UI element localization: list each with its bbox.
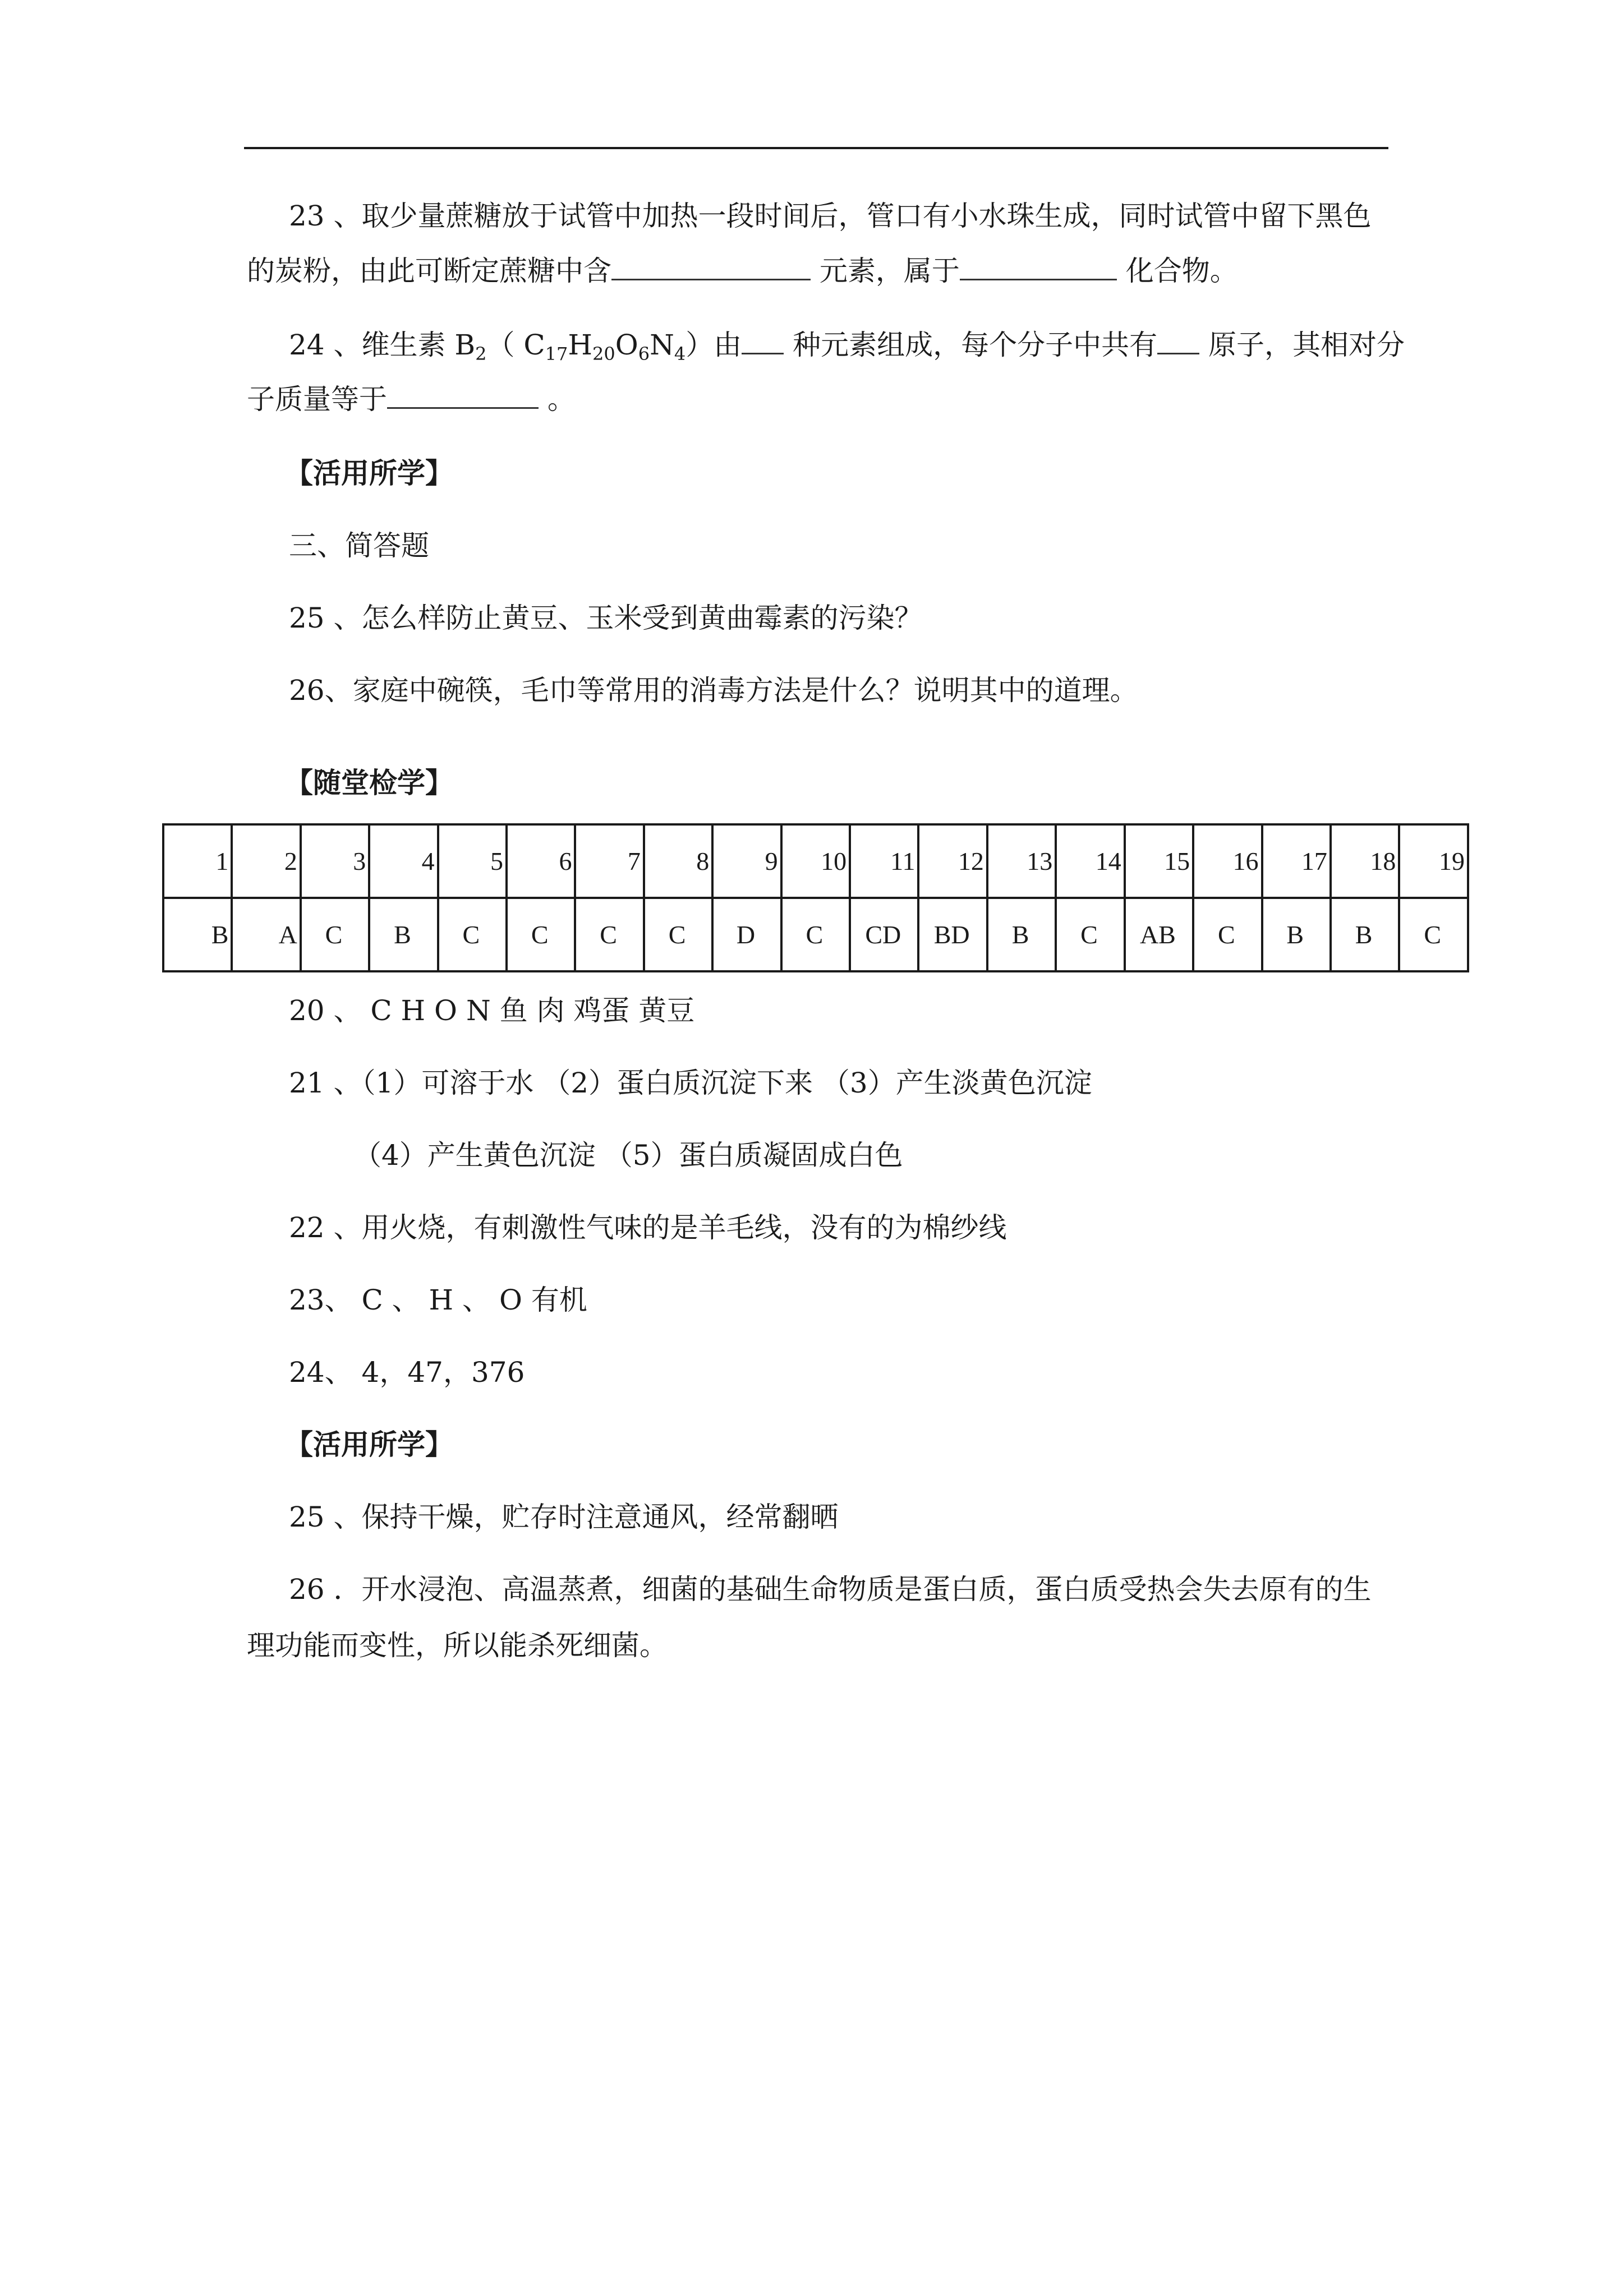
- q24-o-subscript: 6: [638, 343, 650, 365]
- answer-number: 15: [1125, 824, 1193, 898]
- answer-number: 8: [644, 824, 712, 898]
- answer-letter: A: [232, 898, 300, 971]
- answer-number: 5: [438, 824, 507, 898]
- q24-blank-element-count: [742, 328, 784, 354]
- answer-20: 20 、 C H O N 鱼 肉 鸡蛋 黄豆: [289, 994, 695, 1027]
- answer-number: 2: [232, 824, 300, 898]
- q24-b-subscript: 2: [475, 343, 487, 365]
- answer-letter: BD: [918, 898, 987, 971]
- answer-26-line2: 理功能而变性，所以能杀死细菌。: [247, 1629, 668, 1662]
- q23-line2-text-a: 的炭粉，由此可断定蔗糖中含: [247, 255, 611, 287]
- q23-line2-text-b: 元素，属于: [811, 255, 960, 287]
- answer-table-number-row: [163, 824, 1468, 898]
- q24-h-subscript: 20: [592, 343, 615, 365]
- answer-letter: D: [712, 898, 781, 971]
- answer-number: 17: [1262, 824, 1331, 898]
- answer-number: 7: [575, 824, 643, 898]
- answer-22: 22 、用火烧，有刺激性气味的是羊毛线，没有的为棉纱线: [289, 1211, 1007, 1244]
- answer-letter: B: [987, 898, 1056, 971]
- answer-number: 3: [301, 824, 369, 898]
- answer-number: 11: [850, 824, 918, 898]
- answer-letter: B: [1262, 898, 1331, 971]
- q24-prefix: 24 、维生素 B: [289, 329, 476, 361]
- answer-letter: B: [163, 898, 232, 971]
- answer-letter: C: [781, 898, 850, 971]
- answer-23: 23、 C 、 H 、 O 有机: [289, 1284, 587, 1316]
- answer-letter: C: [301, 898, 369, 971]
- answer-table: [162, 823, 1469, 972]
- answer-number: 18: [1331, 824, 1399, 898]
- answer-number: 12: [918, 824, 987, 898]
- q24-blank-atom-count: [1157, 328, 1199, 354]
- answer-letter: C: [1056, 898, 1124, 971]
- q24-mid2: 原子，其相对分: [1199, 329, 1405, 361]
- q24-formula-close: ）由: [686, 329, 742, 361]
- answer-21-line1: 21 、（1）可溶于水 （2）蛋白质沉淀下来 （3）产生淡黄色沉淀: [289, 1067, 1092, 1099]
- q23-blank-compound: [960, 254, 1117, 280]
- answer-letter: C: [438, 898, 507, 971]
- q23-line1: 23 、取少量蔗糖放于试管中加热一段时间后，管口有小水珠生成，同时试管中留下黑色: [289, 200, 1372, 232]
- answer-letter: C: [1399, 898, 1468, 971]
- q24-line2: [247, 381, 576, 417]
- answer-table-letter-row: [163, 898, 1468, 971]
- answer-number: 1: [163, 824, 232, 898]
- answer-number: 10: [781, 824, 850, 898]
- q23-line2: [247, 253, 1238, 289]
- answer-number: 16: [1193, 824, 1262, 898]
- q24-line1: [289, 327, 1405, 363]
- q25-text: 25 、怎么样防止黄豆、玉米受到黄曲霉素的污染？: [289, 602, 923, 634]
- answer-letter: C: [575, 898, 643, 971]
- answer-letter: C: [1193, 898, 1262, 971]
- answer-number: 6: [507, 824, 575, 898]
- q24-o: O: [615, 329, 638, 361]
- answer-letter: C: [507, 898, 575, 971]
- q24-mid1: 种元素组成，每个分子中共有: [784, 329, 1158, 361]
- header-rule: [244, 147, 1388, 149]
- answer-25: 25 、保持干燥，贮存时注意通风，经常翻晒: [289, 1501, 839, 1533]
- section-apply-learning-2: 【活用所学】: [285, 1428, 453, 1461]
- q24-line2-text-b: 。: [539, 383, 576, 416]
- answer-number: 14: [1056, 824, 1124, 898]
- answer-letter: B: [369, 898, 438, 971]
- q24-line2-text-a: 子质量等于: [247, 383, 387, 416]
- q24-c-subscript: 17: [545, 343, 568, 365]
- q24-blank-mass: [387, 382, 539, 409]
- answer-letter: AB: [1125, 898, 1193, 971]
- answer-number: 9: [712, 824, 781, 898]
- answer-number: 19: [1399, 824, 1468, 898]
- short-answer-heading: 三、简答题: [289, 529, 429, 562]
- q23-blank-elements: [611, 254, 811, 280]
- answer-letter: B: [1331, 898, 1399, 971]
- q24-h: H: [568, 329, 592, 361]
- answer-21-line2: （4）产生黄色沉淀 （5）蛋白质凝固成白色: [353, 1139, 903, 1172]
- section-apply-learning-1: 【活用所学】: [285, 457, 453, 490]
- answer-number: 13: [987, 824, 1056, 898]
- answer-letter: CD: [850, 898, 918, 971]
- q26-text: 26、家庭中碗筷，毛巾等常用的消毒方法是什么？说明其中的道理。: [289, 674, 1138, 707]
- answer-number: 4: [369, 824, 438, 898]
- answer-letter: C: [644, 898, 712, 971]
- q23-line2-text-c: 化合物。: [1116, 255, 1238, 287]
- q24-formula-open: （ C: [486, 329, 545, 361]
- answer-26-line1: 26 ．开水浸泡、高温蒸煮，细菌的基础生命物质是蛋白质，蛋白质受热会失去原有的生: [289, 1573, 1372, 1606]
- section-in-class-check: 【随堂检学】: [285, 766, 453, 799]
- answer-24: 24、 4，47，376: [289, 1356, 525, 1389]
- q24-n-subscript: 4: [674, 343, 686, 365]
- q24-n: N: [650, 329, 674, 361]
